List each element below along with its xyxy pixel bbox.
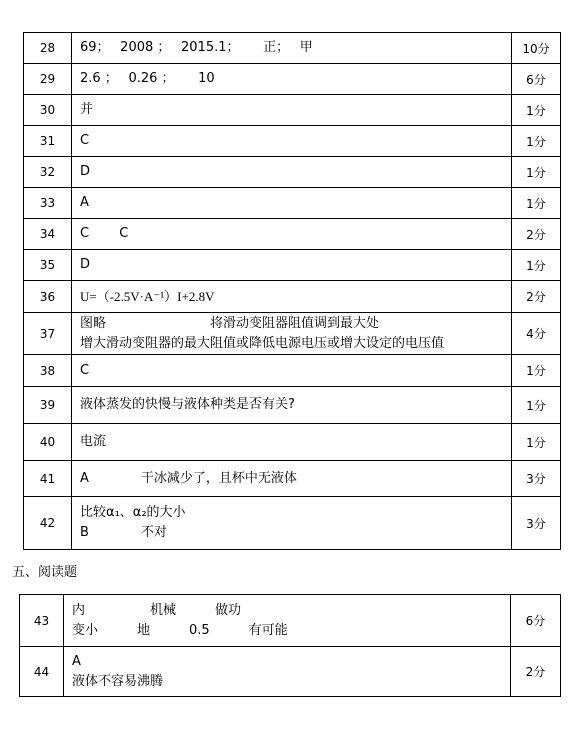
answer-cell: C C bbox=[72, 219, 512, 250]
question-number: 30 bbox=[24, 95, 72, 126]
table-row bbox=[24, 126, 561, 157]
question-number: 37 bbox=[24, 313, 72, 355]
score-cell: 1分 bbox=[512, 424, 561, 461]
score-cell: 10分 bbox=[512, 33, 561, 64]
answer-line-2: 液体不容易沸腾 bbox=[72, 673, 164, 689]
answer-line-2: 增大滑动变阻器的最大阻值或降低电源电压或增大设定的电压值 bbox=[80, 335, 445, 351]
score-cell: 2分 bbox=[511, 647, 561, 697]
question-number: 43 bbox=[20, 595, 64, 647]
answer-cell: C bbox=[72, 126, 512, 157]
question-number: 28 bbox=[24, 33, 72, 64]
score-cell: 1分 bbox=[512, 250, 561, 281]
table-row bbox=[24, 497, 561, 550]
score-cell: 2分 bbox=[512, 281, 561, 313]
answer-cell: 69； 2008 ； 2015.1； 正； 甲 bbox=[72, 33, 512, 64]
table-row bbox=[24, 387, 561, 424]
answer-line-1: A bbox=[72, 653, 81, 669]
table-row bbox=[20, 647, 561, 697]
score-cell: 1分 bbox=[512, 126, 561, 157]
question-number: 40 bbox=[24, 424, 72, 461]
score-cell: 3分 bbox=[512, 461, 561, 497]
answer-cell: A 干冰减少了，且杯中无液体 bbox=[72, 461, 512, 497]
table-row bbox=[24, 250, 561, 281]
answer-cell: D bbox=[72, 250, 512, 281]
question-number: 41 bbox=[24, 461, 72, 497]
table-row bbox=[20, 595, 561, 647]
score-cell: 1分 bbox=[512, 387, 561, 424]
answer-line-1: 比较α₁、α₂的大小 bbox=[80, 505, 186, 520]
answer-line-2: 变小 地 0.5 有可能 bbox=[72, 622, 288, 638]
answer-cell bbox=[64, 647, 511, 697]
score-cell: 6分 bbox=[512, 64, 561, 95]
table-row bbox=[24, 313, 561, 355]
score-cell: 1分 bbox=[512, 188, 561, 219]
table-row bbox=[24, 33, 561, 64]
score-cell: 1分 bbox=[512, 95, 561, 126]
question-number: 35 bbox=[24, 250, 72, 281]
score-cell: 1分 bbox=[512, 355, 561, 387]
answer-cell: C bbox=[72, 355, 512, 387]
answer-cell: A bbox=[72, 188, 512, 219]
table-row bbox=[24, 461, 561, 497]
score-cell: 4分 bbox=[512, 313, 561, 355]
question-number: 44 bbox=[20, 647, 64, 697]
question-number: 29 bbox=[24, 64, 72, 95]
question-number: 32 bbox=[24, 157, 72, 188]
table-row bbox=[24, 188, 561, 219]
formula-answer-cell: U=（-2.5V·A⁻¹）I+2.8V bbox=[72, 281, 512, 313]
question-number: 38 bbox=[24, 355, 72, 387]
answer-cell: D bbox=[72, 157, 512, 188]
answer-cell bbox=[64, 595, 511, 647]
answer-cell: 液体蒸发的快慢与液体种类是否有关? bbox=[72, 387, 512, 424]
question-number: 39 bbox=[24, 387, 72, 424]
table-row bbox=[24, 281, 561, 313]
answer-cell bbox=[72, 313, 512, 355]
answers-table bbox=[23, 32, 561, 550]
table-row bbox=[24, 157, 561, 188]
answer-line-1: 图略 将滑动变阻器阻值调到最大处 bbox=[80, 315, 380, 331]
question-number: 31 bbox=[24, 126, 72, 157]
question-number: 42 bbox=[24, 497, 72, 550]
answer-cell: 电流 bbox=[72, 424, 512, 461]
answer-cell bbox=[72, 497, 512, 550]
score-cell: 2分 bbox=[512, 219, 561, 250]
table-row bbox=[24, 355, 561, 387]
answer-line-2: B 不对 bbox=[80, 525, 167, 540]
question-number: 34 bbox=[24, 219, 72, 250]
score-cell: 3分 bbox=[512, 497, 561, 550]
answer-cell: 并 bbox=[72, 95, 512, 126]
score-cell: 6分 bbox=[511, 595, 561, 647]
question-number: 33 bbox=[24, 188, 72, 219]
score-cell: 1分 bbox=[512, 157, 561, 188]
section-title: 五、阅读题 bbox=[12, 565, 78, 580]
table-row bbox=[24, 424, 561, 461]
table-row bbox=[24, 64, 561, 95]
answer-line-1: 内 机械 做功 bbox=[72, 602, 242, 618]
table-row bbox=[24, 219, 561, 250]
reading-answers-table bbox=[19, 594, 561, 697]
question-number: 36 bbox=[24, 281, 72, 313]
answer-cell: 2.6 ； 0.26 ； 10 bbox=[72, 64, 512, 95]
table-row bbox=[24, 95, 561, 126]
